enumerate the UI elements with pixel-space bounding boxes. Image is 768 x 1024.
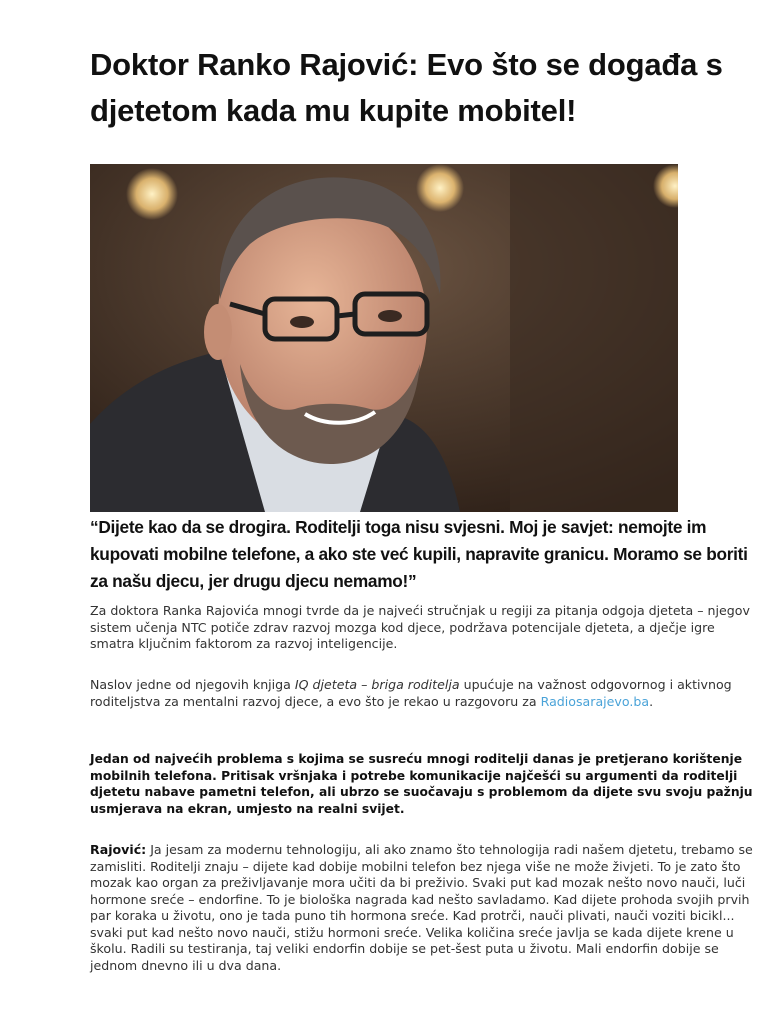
paragraph-book-before: Naslov jedne od njegovih knjiga bbox=[90, 677, 295, 692]
paragraph-intro: Za doktora Ranka Rajovića mnogi tvrde da je najveći stručnjak u regiji za pitanja odgoja djeteta – njegov sistem učenja NTC potiče zdrav razvoj mozga kod djece, podržava potencijale djeteta, a dječje igre smatra ključnim faktorom za razvoj inteligencije. bbox=[90, 603, 750, 651]
answer-text: Ja jesam za modernu tehnologiju, ali ako znamo što tehnologija radi našem djetetu, trebamo se zamisliti. Roditelji znaju – dijete kad dobije mobilni telefon bez njega više ne može živjeti. To je zato što mozak kao organ za preživljavanje mora učiti da bi preživio. Svaki put kad mozak nešto novo nauči, luči hormone sreće – endorfine. To je biološka nagrada kad nešto savladamo. Kad dijete prohoda svojih prvih par koraka u životu, ono je tada puno tih hormona sreće. Kad protrči, nauči plivati, nauči voziti bicikl... svaki put kad nešto novo nauči, stižu hormoni sreće. Velika količina sreće javlja se kada dijete krene u školu. Radili su testiranja, taj veliki endorfin dobije se pet-šest puta u životu. Mali endorfin dobije se jednom dnevno ili u dva dana. bbox=[90, 842, 753, 973]
paragraph-book bbox=[90, 677, 758, 710]
paragraph-book-end: . bbox=[649, 693, 654, 709]
article-photo bbox=[90, 164, 678, 512]
source-link[interactable]: Radiosarajevo.ba bbox=[540, 693, 650, 709]
pull-quote: “Dijete kao da se drogira. Roditelji toga nisu svjesni. Moj je savjet: nemojte im kupovati mobilne telefone, a ako ste već kupili, napravite granicu. Moramo se boriti za našu djecu, jer drugu djecu nemamo!” bbox=[90, 517, 748, 591]
book-title: IQ djeteta – briga roditelja bbox=[294, 677, 460, 692]
paragraph-question: Jedan od najvećih problema s kojima se susreću mnogi roditelji danas je pretjerano korištenje mobilnih telefona. Pritisak vršnjaka i potrebe komunikacije najčešći su argumenti da roditelji djetetu nabave pametni telefon, ali ubrzo se suočavaju s problemom da dijete svu svoju pažnju usmjerava na ekran, umjesto na realni svijet. bbox=[90, 752, 753, 816]
paragraph-answer bbox=[90, 842, 758, 974]
speaker-label: Rajović: bbox=[90, 842, 147, 857]
article-title: Doktor Ranko Rajović: Evo što se događa s djetetom kada mu kupite mobitel! bbox=[90, 47, 723, 128]
paragraph-book-after: upućuje na važnost odgovornog i aktivnog roditeljstva za mentalni razvoj djece, a evo što je rekao u razgovoru za bbox=[90, 677, 732, 709]
